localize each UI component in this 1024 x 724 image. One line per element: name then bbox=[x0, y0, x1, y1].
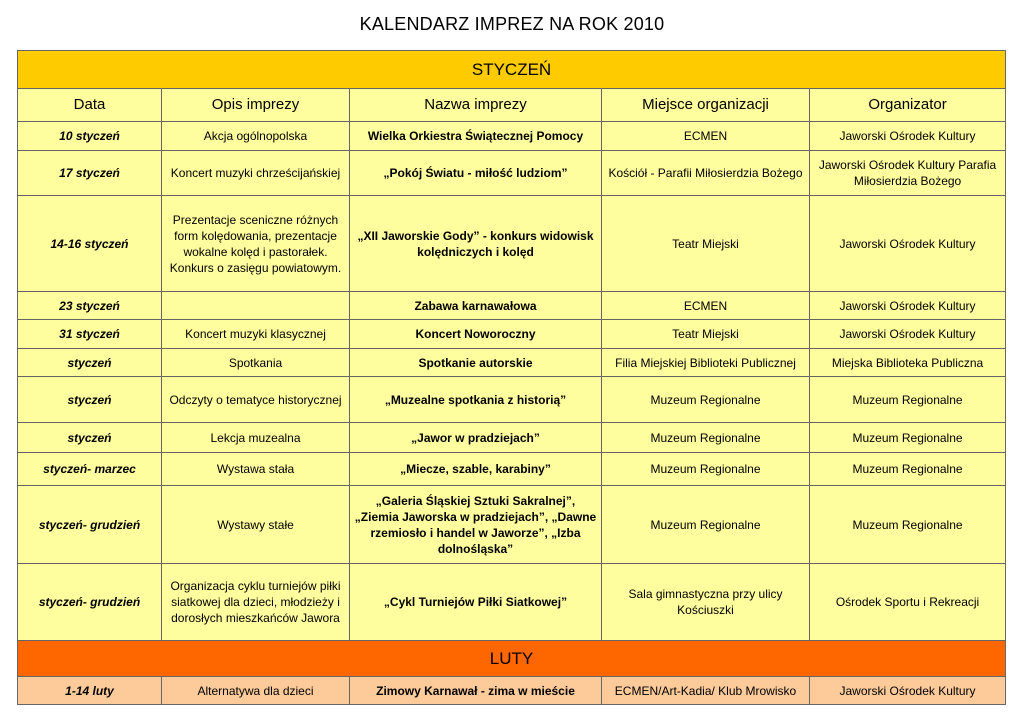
column-header: Nazwa imprezy bbox=[350, 89, 602, 122]
event-description: Wystawa stała bbox=[162, 453, 350, 486]
event-name: „Pokój Światu - miłość ludziom” bbox=[350, 151, 602, 196]
event-description bbox=[162, 292, 350, 320]
event-organizer: Jaworski Ośrodek Kultury Parafia Miłosierdzia Bożego bbox=[810, 151, 1006, 196]
event-description: Lekcja muzealna bbox=[162, 423, 350, 453]
column-header-row bbox=[18, 89, 1006, 122]
event-organizer: Miejska Biblioteka Publiczna bbox=[810, 349, 1006, 377]
column-header: Data bbox=[18, 89, 162, 122]
event-description: Koncert muzyki klasycznej bbox=[162, 320, 350, 349]
event-name: Koncert Noworoczny bbox=[350, 320, 602, 349]
event-name: „Galeria Śląskiej Sztuki Sakralnej”, „Ziemia Jaworska w pradziejach”, „Dawne rzemiosło i handel w Jaworze”, „Izba dolnośląska” bbox=[350, 486, 602, 564]
event-place: ECMEN bbox=[602, 122, 810, 151]
event-organizer: Ośrodek Sportu i Rekreacji bbox=[810, 564, 1006, 641]
event-organizer: Jaworski Ośrodek Kultury bbox=[810, 320, 1006, 349]
page-title: KALENDARZ IMPREZ NA ROK 2010 bbox=[359, 14, 665, 34]
event-place: Kościół - Parafii Miłosierdzia Bożego bbox=[602, 151, 810, 196]
table-row bbox=[18, 292, 1006, 320]
event-description: Prezentacje sceniczne różnych form kolędowania, prezentacje wokalne kolęd i pastorałek. Konkurs o zasięgu powiatowym. bbox=[162, 196, 350, 292]
event-organizer: Muzeum Regionalne bbox=[810, 486, 1006, 564]
event-name: Zabawa karnawałowa bbox=[350, 292, 602, 320]
event-place: ECMEN/Art-Kadia/ Klub Mrowisko bbox=[602, 677, 810, 705]
event-date: 31 styczeń bbox=[18, 320, 162, 349]
column-header: Organizator bbox=[810, 89, 1006, 122]
event-name: Spotkanie autorskie bbox=[350, 349, 602, 377]
event-name: „XII Jaworskie Gody” - konkurs widowisk kolędniczych i kolęd bbox=[350, 196, 602, 292]
month-header-row bbox=[18, 51, 1006, 89]
event-organizer: Jaworski Ośrodek Kultury bbox=[810, 196, 1006, 292]
event-description: Odczyty o tematyce historycznej bbox=[162, 377, 350, 423]
table-row bbox=[18, 677, 1006, 705]
event-place: Sala gimnastyczna przy ulicy Kościuszki bbox=[602, 564, 810, 641]
event-name: „Cykl Turniejów Piłki Siatkowej” bbox=[350, 564, 602, 641]
table-row bbox=[18, 423, 1006, 453]
event-description: Organizacja cyklu turniejów piłki siatkowej dla dzieci, młodzieży i dorosłych mieszkańców Jawora bbox=[162, 564, 350, 641]
column-header: Miejsce organizacji bbox=[602, 89, 810, 122]
event-organizer: Jaworski Ośrodek Kultury bbox=[810, 677, 1006, 705]
event-description: Koncert muzyki chrześcijańskiej bbox=[162, 151, 350, 196]
event-name: Zimowy Karnawał - zima w mieście bbox=[350, 677, 602, 705]
event-date: styczeń- grudzień bbox=[18, 564, 162, 641]
event-date: styczeń bbox=[18, 423, 162, 453]
event-description: Wystawy stałe bbox=[162, 486, 350, 564]
event-date: styczeń- grudzień bbox=[18, 486, 162, 564]
event-place: ECMEN bbox=[602, 292, 810, 320]
month-label: LUTY bbox=[18, 641, 1006, 677]
event-description: Spotkania bbox=[162, 349, 350, 377]
event-date: 14-16 styczeń bbox=[18, 196, 162, 292]
event-organizer: Jaworski Ośrodek Kultury bbox=[810, 122, 1006, 151]
event-place: Teatr Miejski bbox=[602, 196, 810, 292]
table-row bbox=[18, 151, 1006, 196]
event-organizer: Muzeum Regionalne bbox=[810, 453, 1006, 486]
event-place: Muzeum Regionalne bbox=[602, 423, 810, 453]
table-row bbox=[18, 486, 1006, 564]
event-organizer: Muzeum Regionalne bbox=[810, 377, 1006, 423]
table-row bbox=[18, 320, 1006, 349]
event-name: „Muzealne spotkania z historią” bbox=[350, 377, 602, 423]
event-description: Akcja ogólnopolska bbox=[162, 122, 350, 151]
column-header: Opis imprezy bbox=[162, 89, 350, 122]
table-row bbox=[18, 564, 1006, 641]
table-row bbox=[18, 122, 1006, 151]
events-table bbox=[17, 50, 1006, 705]
event-name: Wielka Orkiestra Świątecznej Pomocy bbox=[350, 122, 602, 151]
event-date: styczeń bbox=[18, 349, 162, 377]
event-name: „Miecze, szable, karabiny” bbox=[350, 453, 602, 486]
event-name: „Jawor w pradziejach” bbox=[350, 423, 602, 453]
event-date: styczeń- marzec bbox=[18, 453, 162, 486]
event-organizer: Jaworski Ośrodek Kultury bbox=[810, 292, 1006, 320]
event-date: 10 styczeń bbox=[18, 122, 162, 151]
month-label: STYCZEŃ bbox=[18, 51, 1006, 89]
event-place: Muzeum Regionalne bbox=[602, 453, 810, 486]
event-description: Alternatywa dla dzieci bbox=[162, 677, 350, 705]
table-row bbox=[18, 349, 1006, 377]
event-date: 1-14 luty bbox=[18, 677, 162, 705]
event-organizer: Muzeum Regionalne bbox=[810, 423, 1006, 453]
table-row bbox=[18, 453, 1006, 486]
event-place: Teatr Miejski bbox=[602, 320, 810, 349]
event-place: Filia Miejskiej Biblioteki Publicznej bbox=[602, 349, 810, 377]
table-row bbox=[18, 377, 1006, 423]
event-place: Muzeum Regionalne bbox=[602, 486, 810, 564]
table-row bbox=[18, 196, 1006, 292]
event-date: styczeń bbox=[18, 377, 162, 423]
month-header-row bbox=[18, 641, 1006, 677]
event-date: 17 styczeń bbox=[18, 151, 162, 196]
event-place: Muzeum Regionalne bbox=[602, 377, 810, 423]
event-date: 23 styczeń bbox=[18, 292, 162, 320]
